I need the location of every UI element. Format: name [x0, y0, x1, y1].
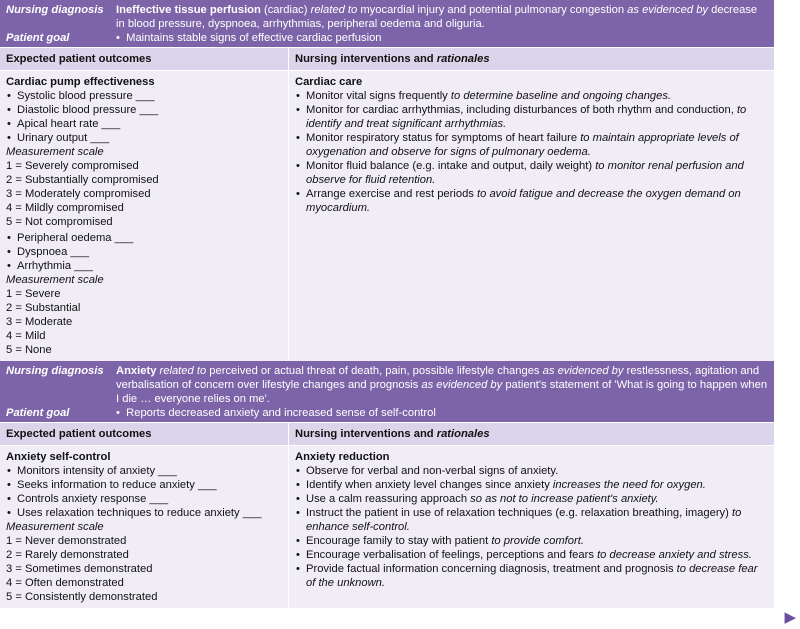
list-item: • Peripheral oedema ___ [6, 231, 282, 245]
outcome-title: Anxiety self-control [6, 451, 111, 463]
measurement-scale-label: Measurement scale [6, 274, 104, 286]
list-item: • Seeks information to reduce anxiety ___ [6, 478, 282, 492]
goal-row [6, 31, 768, 45]
patient-goal-text: • Maintains stable signs of effective cardiac perfusion [116, 32, 382, 44]
list-item: • Observe for verbal and non-verbal signs of anxiety. [295, 464, 768, 478]
outcomes-header: Expected patient outcomes [0, 423, 289, 445]
list-item: • Instruct the patient in use of relaxation techniques (e.g. relaxation breathing, imagery) to enhance self-control. [295, 506, 768, 534]
diagnosis-row [6, 3, 768, 31]
column-header-row [0, 423, 774, 446]
list-item: • Monitor fluid balance (e.g. intake and output, daily weight) to monitor renal perfusion and observe for fluid retention. [295, 159, 768, 187]
scale-item: 2 = Substantial [6, 302, 81, 314]
diagnosis-text: Ineffective tissue perfusion (cardiac) related to myocardial injury and potential pulmonary congestion as evidenced by decrease in blood pressure, dyspnoea, arrhythmias, peripheral oedema and oliguria. [116, 4, 758, 30]
scale-item: 4 = Often demonstrated [6, 577, 124, 589]
patient-goal-label: Patient goal [6, 407, 70, 419]
diagnosis-row [6, 364, 768, 406]
interventions-column [289, 71, 774, 361]
measurement-scale [6, 287, 282, 357]
outcome-list [6, 231, 282, 273]
next-page-arrow-icon[interactable]: ▶ [784, 609, 796, 626]
list-item: • Provide factual information concerning diagnosis, treatment and prognosis to decrease fear of the unknown. [295, 562, 768, 590]
scale-item: 4 = Mildly compromised [6, 202, 124, 214]
outcomes-column [0, 71, 289, 361]
measurement-scale [6, 534, 282, 604]
scale-item: 1 = Never demonstrated [6, 535, 127, 547]
diagnosis-text: Anxiety related to perceived or actual threat of death, pain, possible lifestyle changes as evidenced by restlessness, agitation and verbalisation of concern over lifestyle changes and prognosis as evidenced by patient's statement of 'What is going to happen when I die … everyone relies on me'. [116, 365, 768, 405]
intervention-list [295, 464, 768, 590]
measurement-scale [6, 159, 282, 229]
outcome-list [6, 464, 282, 520]
interventions-column [289, 446, 774, 608]
nursing-diagnosis-label: Nursing diagnosis [6, 4, 104, 16]
scale-item: 3 = Moderately compromised [6, 188, 151, 200]
scale-item: 3 = Sometimes demonstrated [6, 563, 153, 575]
list-item: • Monitor vital signs frequently to determine baseline and ongoing changes. [295, 89, 768, 103]
scale-item: 5 = Not compromised [6, 216, 113, 228]
scale-item: 5 = None [6, 344, 52, 356]
list-item: • Monitor respiratory status for symptoms of heart failure to maintain appropriate levels of oxygenation and observe for signs of pulmonary oedema. [295, 131, 768, 159]
scale-item: 2 = Rarely demonstrated [6, 549, 129, 561]
intervention-title: Cardiac care [295, 76, 363, 88]
column-header-row [0, 48, 774, 71]
interventions-header: Nursing interventions and rationales [295, 53, 490, 65]
list-item: • Systolic blood pressure ___ [6, 89, 282, 103]
measurement-scale-label: Measurement scale [6, 146, 104, 158]
content-row [0, 71, 774, 361]
list-item: • Arrhythmia ___ [6, 259, 282, 273]
list-item: • Diastolic blood pressure ___ [6, 103, 282, 117]
list-item: • Use a calm reassuring approach so as not to increase patient's anxiety. [295, 492, 768, 506]
scale-item: 4 = Mild [6, 330, 46, 342]
intervention-title: Anxiety reduction [295, 451, 390, 463]
list-item: • Dyspnoea ___ [6, 245, 282, 259]
spacer [6, 357, 282, 359]
outcomes-header: Expected patient outcomes [0, 48, 289, 70]
goal-row [6, 406, 768, 420]
content-row [0, 446, 774, 608]
patient-goal-text: • Reports decreased anxiety and increased sense of self-control [116, 407, 436, 419]
nursing-diagnosis-band [0, 0, 774, 48]
list-item: • Urinary output ___ [6, 131, 282, 145]
scale-item: 1 = Severely compromised [6, 160, 139, 172]
spacer [6, 604, 282, 606]
nursing-diagnosis-label: Nursing diagnosis [6, 365, 104, 377]
measurement-scale-label: Measurement scale [6, 521, 104, 533]
scale-item: 2 = Substantially compromised [6, 174, 159, 186]
intervention-list [295, 89, 768, 215]
outcome-title: Cardiac pump effectiveness [6, 76, 155, 88]
outcome-list [6, 89, 282, 145]
scale-item: 1 = Severe [6, 288, 61, 300]
patient-goal-label: Patient goal [6, 32, 70, 44]
list-item: • Encourage verbalisation of feelings, perceptions and fears to decrease anxiety and stress. [295, 548, 768, 562]
list-item: • Monitor for cardiac arrhythmias, including disturbances of both rhythm and conduction, to identify and treat significant arrhythmias. [295, 103, 768, 131]
interventions-header: Nursing interventions and rationales [295, 428, 490, 440]
list-item: • Controls anxiety response ___ [6, 492, 282, 506]
scale-item: 5 = Consistently demonstrated [6, 591, 158, 603]
list-item: • Uses relaxation techniques to reduce anxiety ___ [6, 506, 282, 520]
list-item: • Arrange exercise and rest periods to avoid fatigue and decrease the oxygen demand on myocardium. [295, 187, 768, 215]
list-item: • Identify when anxiety level changes since anxiety increases the need for oxygen. [295, 478, 768, 492]
list-item: • Monitors intensity of anxiety ___ [6, 464, 282, 478]
list-item: • Encourage family to stay with patient to provide comfort. [295, 534, 768, 548]
list-item: • Apical heart rate ___ [6, 117, 282, 131]
outcomes-column [0, 446, 289, 608]
nursing-diagnosis-band [0, 361, 774, 423]
scale-item: 3 = Moderate [6, 316, 73, 328]
